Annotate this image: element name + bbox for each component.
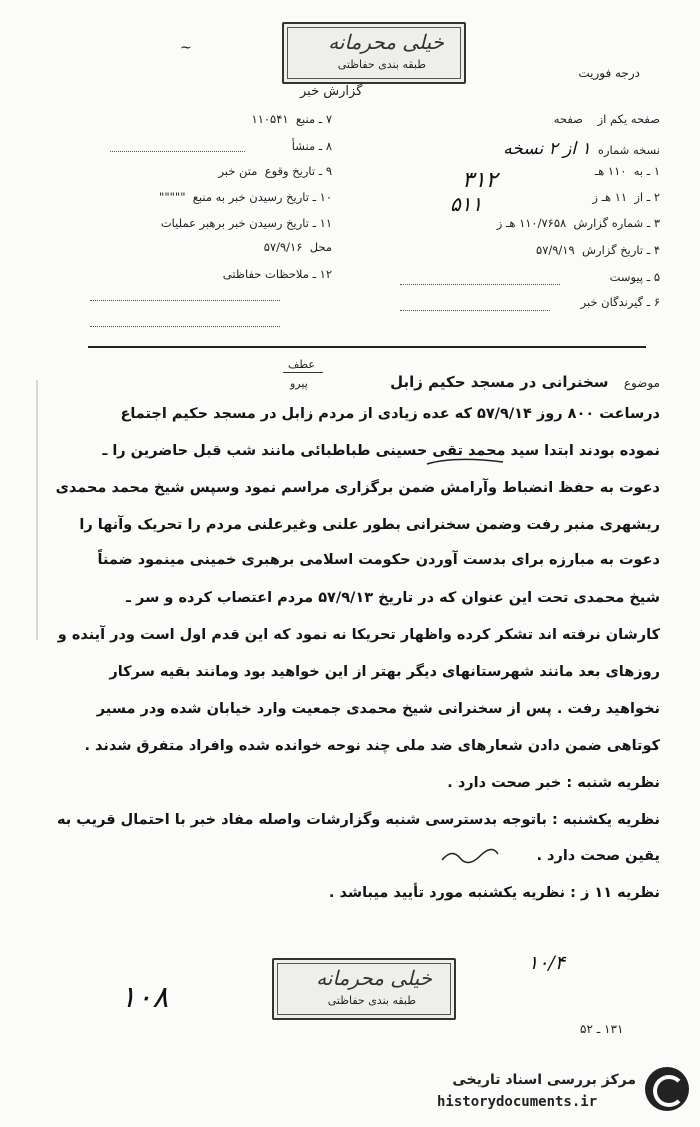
body-line: کارشان نرفته اند تشکر کرده واظهار تحریکا نه نمود که این قدم اول است ودر آینده و <box>57 627 660 643</box>
body-line: یقین صحت دارد . <box>536 848 660 864</box>
watermark-org-name: مرکز بررسی اسناد تاریخی <box>452 1072 636 1088</box>
body-line: شیخ محمدی تحت این عنوان که در تاریخ ۵۷/۹/۱۳ مردم اعتصاب کرده و سر ـ <box>126 590 660 606</box>
subject-label: موضوع <box>623 376 660 390</box>
field-from: ۲ ـ از ۱۱ هـ ز <box>592 190 660 204</box>
body-line: نظریه شنبه : خبر صحت دارد . <box>447 775 660 791</box>
underline-mark <box>425 452 505 472</box>
field-report-number: ۳ ـ شماره گزارش ۱۱۰/۷۶۵۸ هـ ز <box>496 216 660 230</box>
field-security-notes: ۱۲ ـ ملاحظات حفاظتی <box>222 267 332 281</box>
corner-mark: ~ <box>180 40 192 56</box>
margin-mark <box>30 380 44 640</box>
body-line: ریشهری منبر رفت وضمن سخنرانی بطور علنی وغیرعلنی مردم را تحریک وآنها را <box>79 517 660 533</box>
field-attachment: ۵ ـ پیوست <box>609 270 660 284</box>
body-line: نخواهید رفت . پس از سخنرانی شیخ محمدی جمعیت وارد خیابان شده ودر مسیر <box>96 701 660 717</box>
body-line: نظریه ۱۱ ز : نظریه یکشنبه مورد تأیید میباشد . <box>328 885 660 901</box>
body-line: دعوت به حفظ انضباط وآرامش ضمن برگزاری مراسم نمود وسپس شیخ محمد محمدی <box>55 480 660 496</box>
footer-handwritten-number: ۱۰۸ <box>120 980 169 1015</box>
stamp-handwriting: خیلی محرمانه <box>328 30 444 54</box>
body-line: دعوت به مبارزه برای بدست آوردن حکومت اسلامی برهبری خمینی مینمود ضمناً <box>97 552 660 568</box>
subject-text: سخنرانی در مسجد حکیم زابل <box>390 373 609 391</box>
body-line: نموده بودند ابتدا سید محمد تقی حسینی طباطبائی مانند شب قبل حاضرین را ـ <box>102 443 660 459</box>
body-line: کوتاهی ضمن دادن شعارهای ضد ملی چند نوحه خوانده شده وافراد متفرق شدند . <box>84 738 660 754</box>
classification-stamp-bottom <box>272 958 456 1020</box>
header-separator <box>88 346 646 348</box>
footer-date-mark: ۱۰/۴ <box>528 952 566 974</box>
signature-mark <box>440 846 500 866</box>
body-line: روزهای بعد مانند شهرستانهای دیگر بهتر از این خواهید بود ومانند بقیه سرکار <box>109 664 660 680</box>
field-recipients: ۶ ـ گیرندگان خبر <box>580 295 660 309</box>
field-received-by-ops: ۱۱ ـ تاریخ رسیدن خبر برهبر عملیات <box>160 216 332 230</box>
atf-label: عطف <box>288 358 315 371</box>
stamp-label: طبقه بندی حفاظتی <box>327 994 416 1007</box>
subject-line <box>390 372 660 391</box>
field-occurrence-date: ۹ ـ تاریخ وقوع متن خبر <box>218 164 332 178</box>
stamp-label: طبقه بندی حفاظتی <box>337 58 426 71</box>
body-line: نظریه یکشنبه : باتوجه بدسترسی شنبه وگزارشات واصله مفاد خبر با احتمال قریب به <box>57 812 660 828</box>
form-number: ۱۳۱ ـ ۵۲ <box>580 1022 624 1036</box>
watermark-url: historydocuments.ir <box>437 1094 598 1110</box>
priority-label: درجه فوریت <box>578 66 640 80</box>
handwritten-number-1: ۳۱۲ <box>462 168 498 193</box>
field-report-date: ۴ ـ تاریخ گزارش ۵۷/۹/۱۹ <box>536 243 660 257</box>
classification-stamp-top <box>282 22 466 84</box>
field-received-by-source: ۱۰ ـ تاریخ رسیدن خبر به منبع """"" <box>159 190 332 204</box>
field-origin: ۸ ـ منشأ <box>291 139 332 153</box>
field-location: محل ۵۷/۹/۱۶ <box>263 240 332 254</box>
report-title: گزارش خبر <box>300 84 363 99</box>
pirow-label: پیرو <box>290 377 308 390</box>
field-source: ۷ ـ منبع ۱۱۰۵۴۱ <box>251 112 332 126</box>
field-copy: نسخه شماره ۱ از ۲ نسخه <box>503 139 660 159</box>
history-documents-logo-icon <box>645 1067 689 1111</box>
handwritten-number-2: ۵۱۱ <box>450 192 483 216</box>
field-to: ۱ ـ به ۱۱۰ هـ <box>594 164 660 178</box>
stamp-handwriting: خیلی محرمانه <box>316 966 432 990</box>
field-page: صفحه یکم از صفحه <box>553 112 660 126</box>
body-line: درساعت ۸۰۰ روز ۵۷/۹/۱۴ که عده زیادی از مردم زابل در مسجد حکیم اجتماع <box>120 406 660 422</box>
